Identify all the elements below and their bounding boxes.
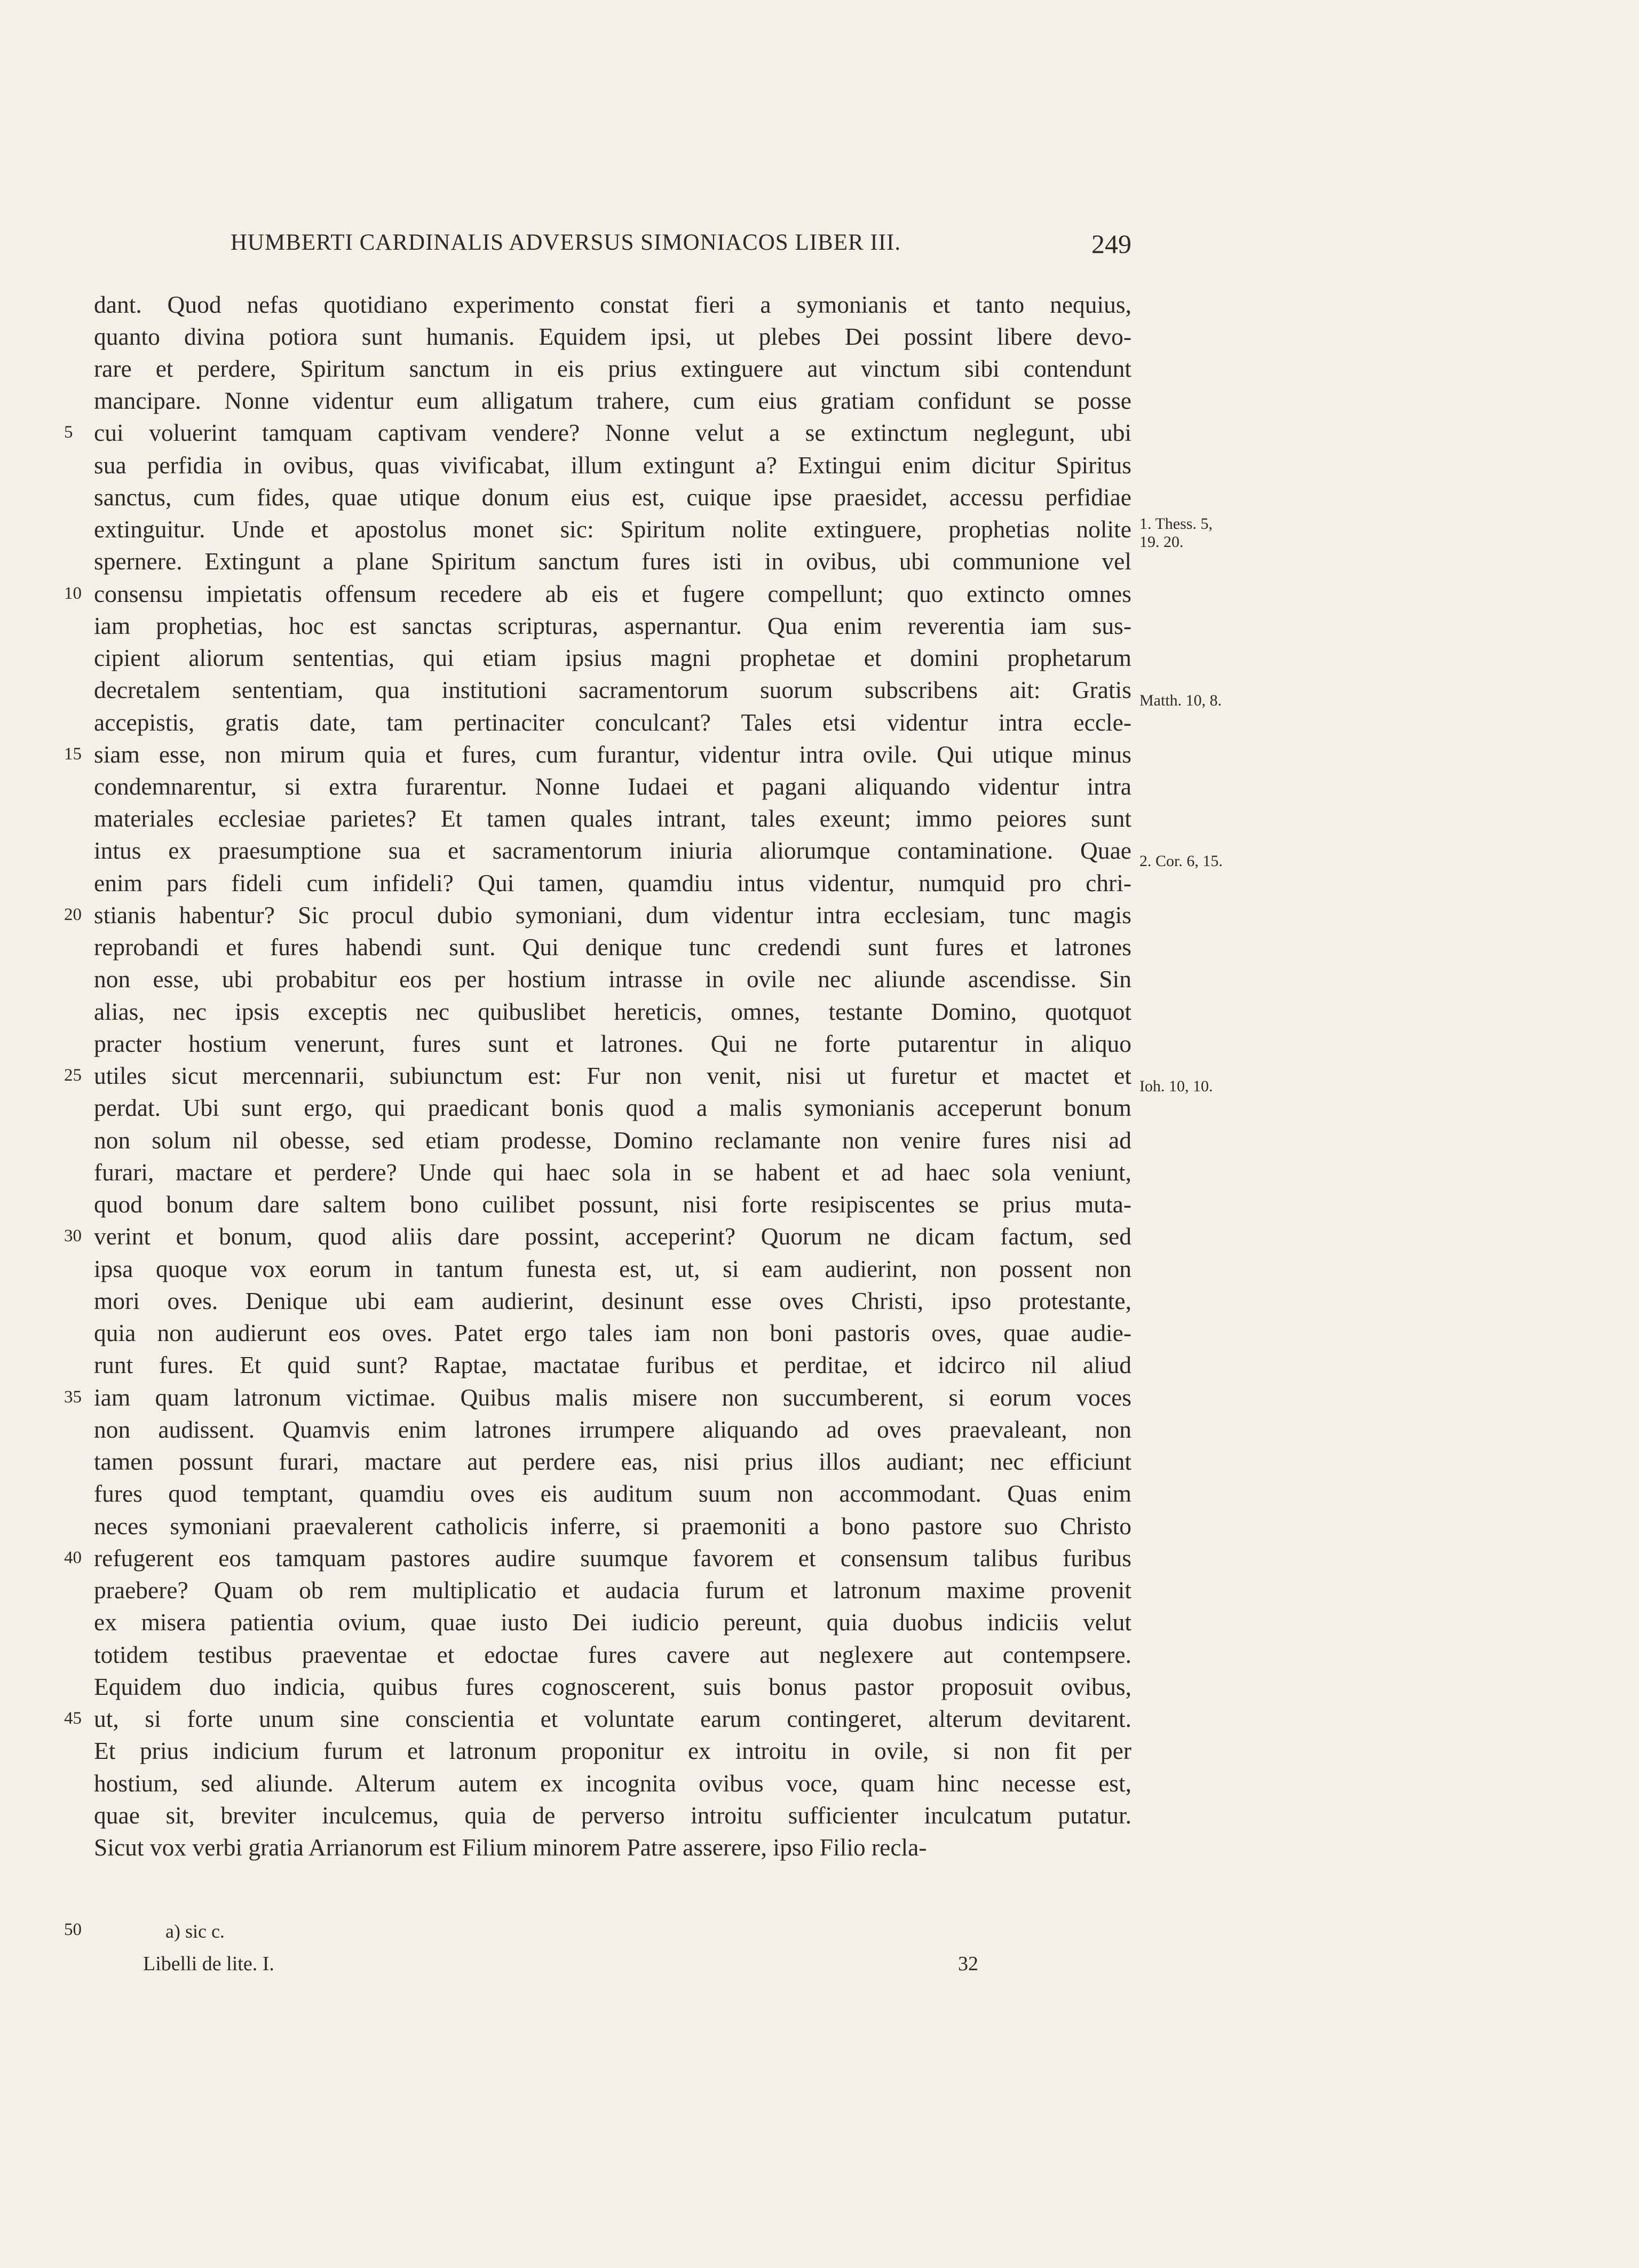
running-title: HUMBERTI CARDINALIS ADVERSUS SIMONIACOS LIBER III. (230, 230, 901, 255)
margin-reference: 1. Thess. 5, 19. 20. (1139, 515, 1213, 551)
signature-mark: Libelli de lite. I. (143, 1953, 274, 1975)
text-line: ex misera patientia ovium, quae iusto Dei iudicio pereunt, quia duobus indiciis velut (94, 1608, 1131, 1636)
footnote-line-number: 50 (64, 1920, 82, 1939)
text-line: non solum nil obesse, sed etiam prodesse, Domino reclamante non venire fures nisi ad (94, 1127, 1131, 1154)
text-line: neces symoniani praevalerent catholicis inferre, si praemoniti a bono pastore suo Christo (94, 1512, 1131, 1540)
margin-reference: 2. Cor. 6, 15. (1139, 852, 1223, 870)
text-line: quod bonum dare saltem bono cuilibet possunt, nisi forte resipiscentes se prius muta- (94, 1191, 1131, 1218)
text-line: sanctus, cum fides, quae utique donum eius est, cuique ipse praesidet, accessu perfidiae (94, 483, 1131, 511)
text-line: non audissent. Quamvis enim latrones irrumpere aliquando ad oves praevaleant, non (94, 1416, 1131, 1443)
text-line: cui voluerint tamquam captivam vendere? Nonne velut a se extinctum neglegunt, ubi (94, 419, 1131, 446)
text-line: stianis habentur? Sic procul dubio symoniani, dum videntur intra ecclesiam, tunc magis (94, 901, 1131, 929)
text-line: quae sit, breviter inculcemus, quia de perverso introitu sufficienter inculcatum putatur. (94, 1802, 1131, 1829)
line-number: 15 (64, 744, 82, 764)
text-line: totidem testibus praeventae et edoctae fures cavere aut neglexere aut contempsere. (94, 1641, 1131, 1668)
text-line: quia non audierunt eos oves. Patet ergo tales iam non boni pastoris oves, quae audie- (94, 1319, 1131, 1346)
text-line: runt fures. Et quid sunt? Raptae, mactatae furibus et perditae, et idcirco nil aliud (94, 1351, 1131, 1378)
text-line: accepistis, gratis date, tam pertinaciter conculcant? Tales etsi videntur intra eccle- (94, 709, 1131, 736)
text-line: perdat. Ubi sunt ergo, qui praedicant bonis quod a malis symonianis acceperunt bonum (94, 1094, 1131, 1121)
text-line: Sicut vox verbi gratia Arrianorum est Filium minorem Patre asserere, ipso Filio recla- (94, 1834, 927, 1861)
text-line: tamen possunt furari, mactare aut perdere eas, nisi prius illos audiant; nec efficiunt (94, 1448, 1131, 1475)
text-line: Et prius indicium furum et latronum proponitur ex introitu in ovile, si non fit per (94, 1737, 1131, 1764)
text-line: practer hostium venerunt, fures sunt et latrones. Qui ne forte putarentur in aliquo (94, 1030, 1131, 1057)
text-line: siam esse, non mirum quia et fures, cum furantur, videntur intra ovile. Qui utique minus (94, 741, 1131, 768)
text-line: mancipare. Nonne videntur eum alligatum trahere, cum eius gratiam confidunt se posse (94, 387, 1131, 414)
sheet-number: 32 (958, 1953, 978, 1975)
line-number: 40 (64, 1548, 82, 1567)
running-header (139, 229, 1131, 267)
text-line: spernere. Extingunt a plane Spiritum sanctum fures isti in ovibus, ubi communione vel (94, 548, 1131, 575)
text-line: cipient aliorum sententias, qui etiam ipsius magni prophetae et domini prophetarum (94, 644, 1131, 671)
text-line: reprobandi et fures habendi sunt. Qui denique tunc credendi sunt fures et latrones (94, 933, 1131, 961)
line-number: 10 (64, 584, 82, 603)
text-line: fures quod temptant, quamdiu oves eis auditum suum non accommodant. Quas enim (94, 1480, 1131, 1507)
text-line: consensu impietatis offensum recedere ab eis et fugere compellunt; quo extincto omnes (94, 580, 1131, 607)
text-line: praebere? Quam ob rem multiplicatio et audacia furum et latronum maxime provenit (94, 1576, 1131, 1604)
line-number: 20 (64, 905, 82, 924)
text-line: rare et perdere, Spiritum sanctum in eis prius extinguere aut vinctum sibi contendunt (94, 355, 1131, 382)
text-line: intus ex praesumptione sua et sacramentorum iniuria aliorumque contaminatione. Quae (94, 837, 1131, 864)
text-line: utiles sicut mercennarii, subiunctum est: Fur non venit, nisi ut furetur et mactet et (94, 1062, 1131, 1089)
text-line: alias, nec ipsis exceptis nec quibuslibet hereticis, omnes, testante Domino, quotquot (94, 998, 1131, 1025)
text-line: decretalem sententiam, qua institutioni sacramentorum suorum subscribens ait: Gratis (94, 676, 1131, 703)
text-line: condemnarentur, si extra furarentur. Nonne Iudaei et pagani aliquando videntur intra (94, 773, 1131, 800)
text-line: mori oves. Denique ubi eam audierint, desinunt esse oves Christi, ipso protestante, (94, 1287, 1131, 1314)
line-number: 5 (64, 423, 73, 442)
text-line: extinguitur. Unde et apostolus monet sic: Spiritum nolite extinguere, prophetias nolite (94, 516, 1131, 543)
text-line: enim pars fideli cum infideli? Qui tamen, quamdiu intus videntur, numquid pro chri- (94, 869, 1131, 897)
text-line: materiales ecclesiae parietes? Et tamen quales intrant, tales exeunt; immo peiores sunt (94, 805, 1131, 832)
text-line: dant. Quod nefas quotidiano experimento constat fieri a symonianis et tanto nequius, (94, 291, 1131, 318)
line-number: 25 (64, 1066, 82, 1085)
margin-reference: Matth. 10, 8. (1139, 692, 1222, 709)
text-line: hostium, sed aliunde. Alterum autem ex incognita ovibus voce, quam hinc necesse est, (94, 1770, 1131, 1797)
text-line: furari, mactare et perdere? Unde qui haec sola in se habent et ad haec sola veniunt, (94, 1159, 1131, 1186)
text-line: refugerent eos tamquam pastores audire suumque favorem et consensum talibus furibus (94, 1544, 1131, 1572)
text-line: verint et bonum, quod aliis dare possint, acceperint? Quorum ne dicam factum, sed (94, 1223, 1131, 1250)
text-line: iam quam latronum victimae. Quibus malis misere non succumberent, si eorum voces (94, 1384, 1131, 1411)
text-line: sua perfidia in ovibus, quas vivificabat, illum extingunt a? Extingui enim dicitur Spiritus (94, 451, 1131, 479)
margin-reference: Ioh. 10, 10. (1139, 1077, 1213, 1095)
line-number: 45 (64, 1709, 82, 1728)
line-number: 35 (64, 1387, 82, 1407)
page-number: 249 (1091, 229, 1131, 259)
footnote: a) sic c. (165, 1921, 225, 1942)
text-line: non esse, ubi probabitur eos per hostium intrasse in ovile nec aliunde ascendisse. Sin (94, 965, 1131, 993)
line-number: 30 (64, 1226, 82, 1246)
text-line: quanto divina potiora sunt humanis. Equidem ipsi, ut plebes Dei possint libere devo- (94, 323, 1131, 350)
text-line: ut, si forte unum sine conscientia et voluntate earum contingeret, alterum devitarent. (94, 1705, 1131, 1732)
text-line: ipsa quoque vox eorum in tantum funesta est, ut, si eam audierint, non possent non (94, 1255, 1131, 1282)
text-line: iam prophetias, hoc est sanctas scripturas, aspernantur. Qua enim reverentia iam sus- (94, 612, 1131, 639)
text-line: Equidem duo indicia, quibus fures cognoscerent, suis bonus pastor proposuit ovibus, (94, 1673, 1131, 1700)
